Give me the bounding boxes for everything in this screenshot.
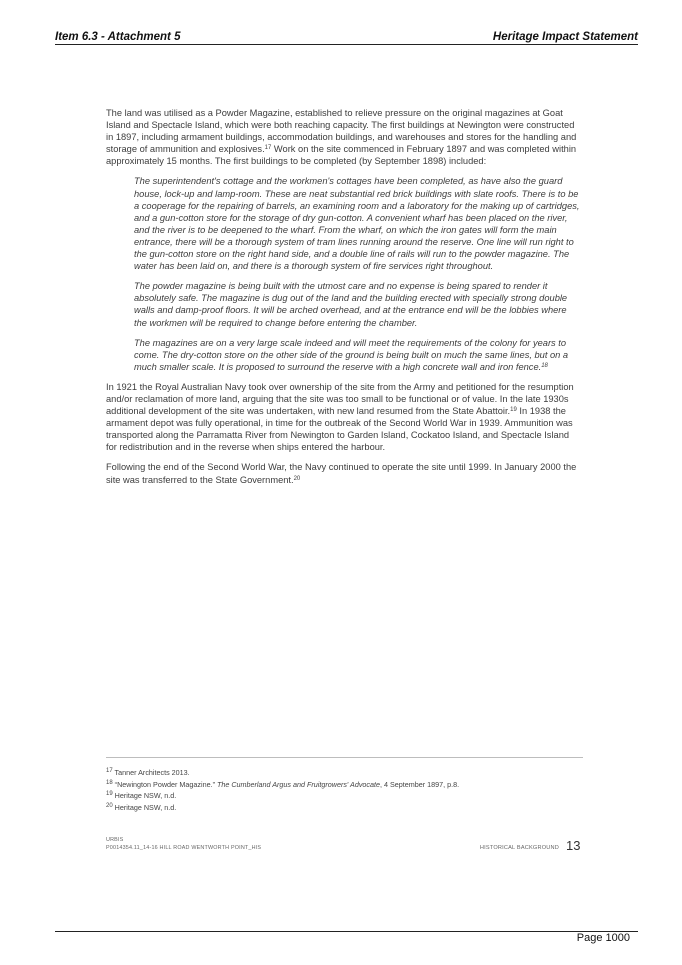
quote-paragraph: The powder magazine is being built with the utmost care and no expense is being spared to render it absolutely safe. The magazine is dug out of the land and the building erected with specially strong double walls and damp-proof floors. It will be arched overhead, and at the entrance end will be the lobbies where the workmen will be required to change before entering the chamber.	[134, 281, 568, 328]
footnote: $^{18}$ “Newington Powder Magazine.” The Cumberland Argus and Fruitgrowers' Advocate, 4 September 1897, p.8.	[106, 779, 460, 789]
footnote: $^{20}$ Heritage NSW, n.d.	[106, 802, 177, 812]
paragraph: Following the end of the Second World War, the Navy continued to operate the site until 1999. In January 2000 the site was transferred to the State Government.$^{20}$	[106, 462, 577, 485]
footnotes	[106, 767, 459, 813]
paragraph: The land was utilised as a Powder Magazine, established to relieve pressure on the original magazines at Goat Island and Spectacle Island, which were both reaching capacity. The first buildings at Newington were constructed in 1897, including armament buildings, accommodation buildings, and warehouses and stores for the handling and storage of ammunition and explosives.$^{17}$ Work on the site commenced in February 1897 and was completed within approximately 15 months. The first buildings to be completed (by September 1898) included:	[106, 108, 577, 167]
org-name: URBIS	[106, 837, 124, 843]
footnote-ref[interactable]: 19	[510, 407, 517, 414]
page-footer: Page 1000	[576, 932, 630, 944]
footnote-ref[interactable]: 17	[264, 145, 272, 152]
footnote-divider	[106, 757, 583, 758]
footnote: $^{19}$ Heritage NSW, n.d.	[106, 791, 177, 800]
document-page-number: 13	[566, 838, 581, 853]
footnote-ref[interactable]: 20	[293, 475, 301, 482]
header-left: Item 6.3 - Attachment 5	[55, 31, 181, 43]
paragraph: In 1921 the Royal Australian Navy took over ownership of the site from the Army and petitioned for the resumption and/or reclamation of more land, arguing that the site was too small to be functional or of value. In the late 1930s additional development of the site was undertaken, with new land resumed from the State Abattoir.$^{19}$ In 1938 the armament depot was fully operational, in time for the outbreak of the Second World War in 1939. Ammunition was transported along the Parramatta River from Newington to Garden Island, Cockatoo Island, and Spectacle Island for redistribution and in the reverse when ships entered the harbour.	[106, 381, 574, 453]
footnote: $^{17}$ Tanner Architects 2013.	[106, 768, 190, 777]
quote-paragraph: The magazines are on a very large scale indeed and will meet the requirements of the colony for years to come. The dry-cotton store on the other side of the ground is being built on much the same lines, but on a much smaller scale. It is proposed to surround the reserve with a high concrete wall and iron fence.$^{18}$	[134, 337, 569, 372]
section-name: HISTORICAL BACKGROUND	[479, 845, 559, 851]
doc-reference: P0014354.11_14-16 HILL ROAD WENTWORTH POINT_HIS	[106, 845, 262, 851]
document-footer-ref	[106, 836, 261, 852]
footer-divider	[55, 931, 638, 932]
quote-paragraph: The superintendent's cottage and the workmen's cottages have been completed, as have also the guard house, lock-up and lamp-room. These are neat substantial red brick buildings with slate roofs. There is to be a cooperage for the repairing of barrels, an examining room and a laboratory for the making up of cartridges, and a gun-cotton store for the storage of dry gun-cotton. A convenient wharf has been placed on the river, and the river is to be deepened to the wharf. From the wharf, on which the iron gates will form the main entrance, there will be a thorough system of tram lines running around the reserve. One line will run right to the gun-cotton store on the right hand side, and a double line of rails will run to the powder magazine. The water has been laid on, and there is a thorough system of fire services right throughout.	[134, 176, 580, 272]
header-right: Heritage Impact Statement	[492, 31, 638, 43]
footnote-ref[interactable]: 18	[541, 362, 548, 369]
page-header	[55, 31, 638, 45]
body-content	[106, 107, 581, 494]
block-quote	[134, 175, 581, 372]
